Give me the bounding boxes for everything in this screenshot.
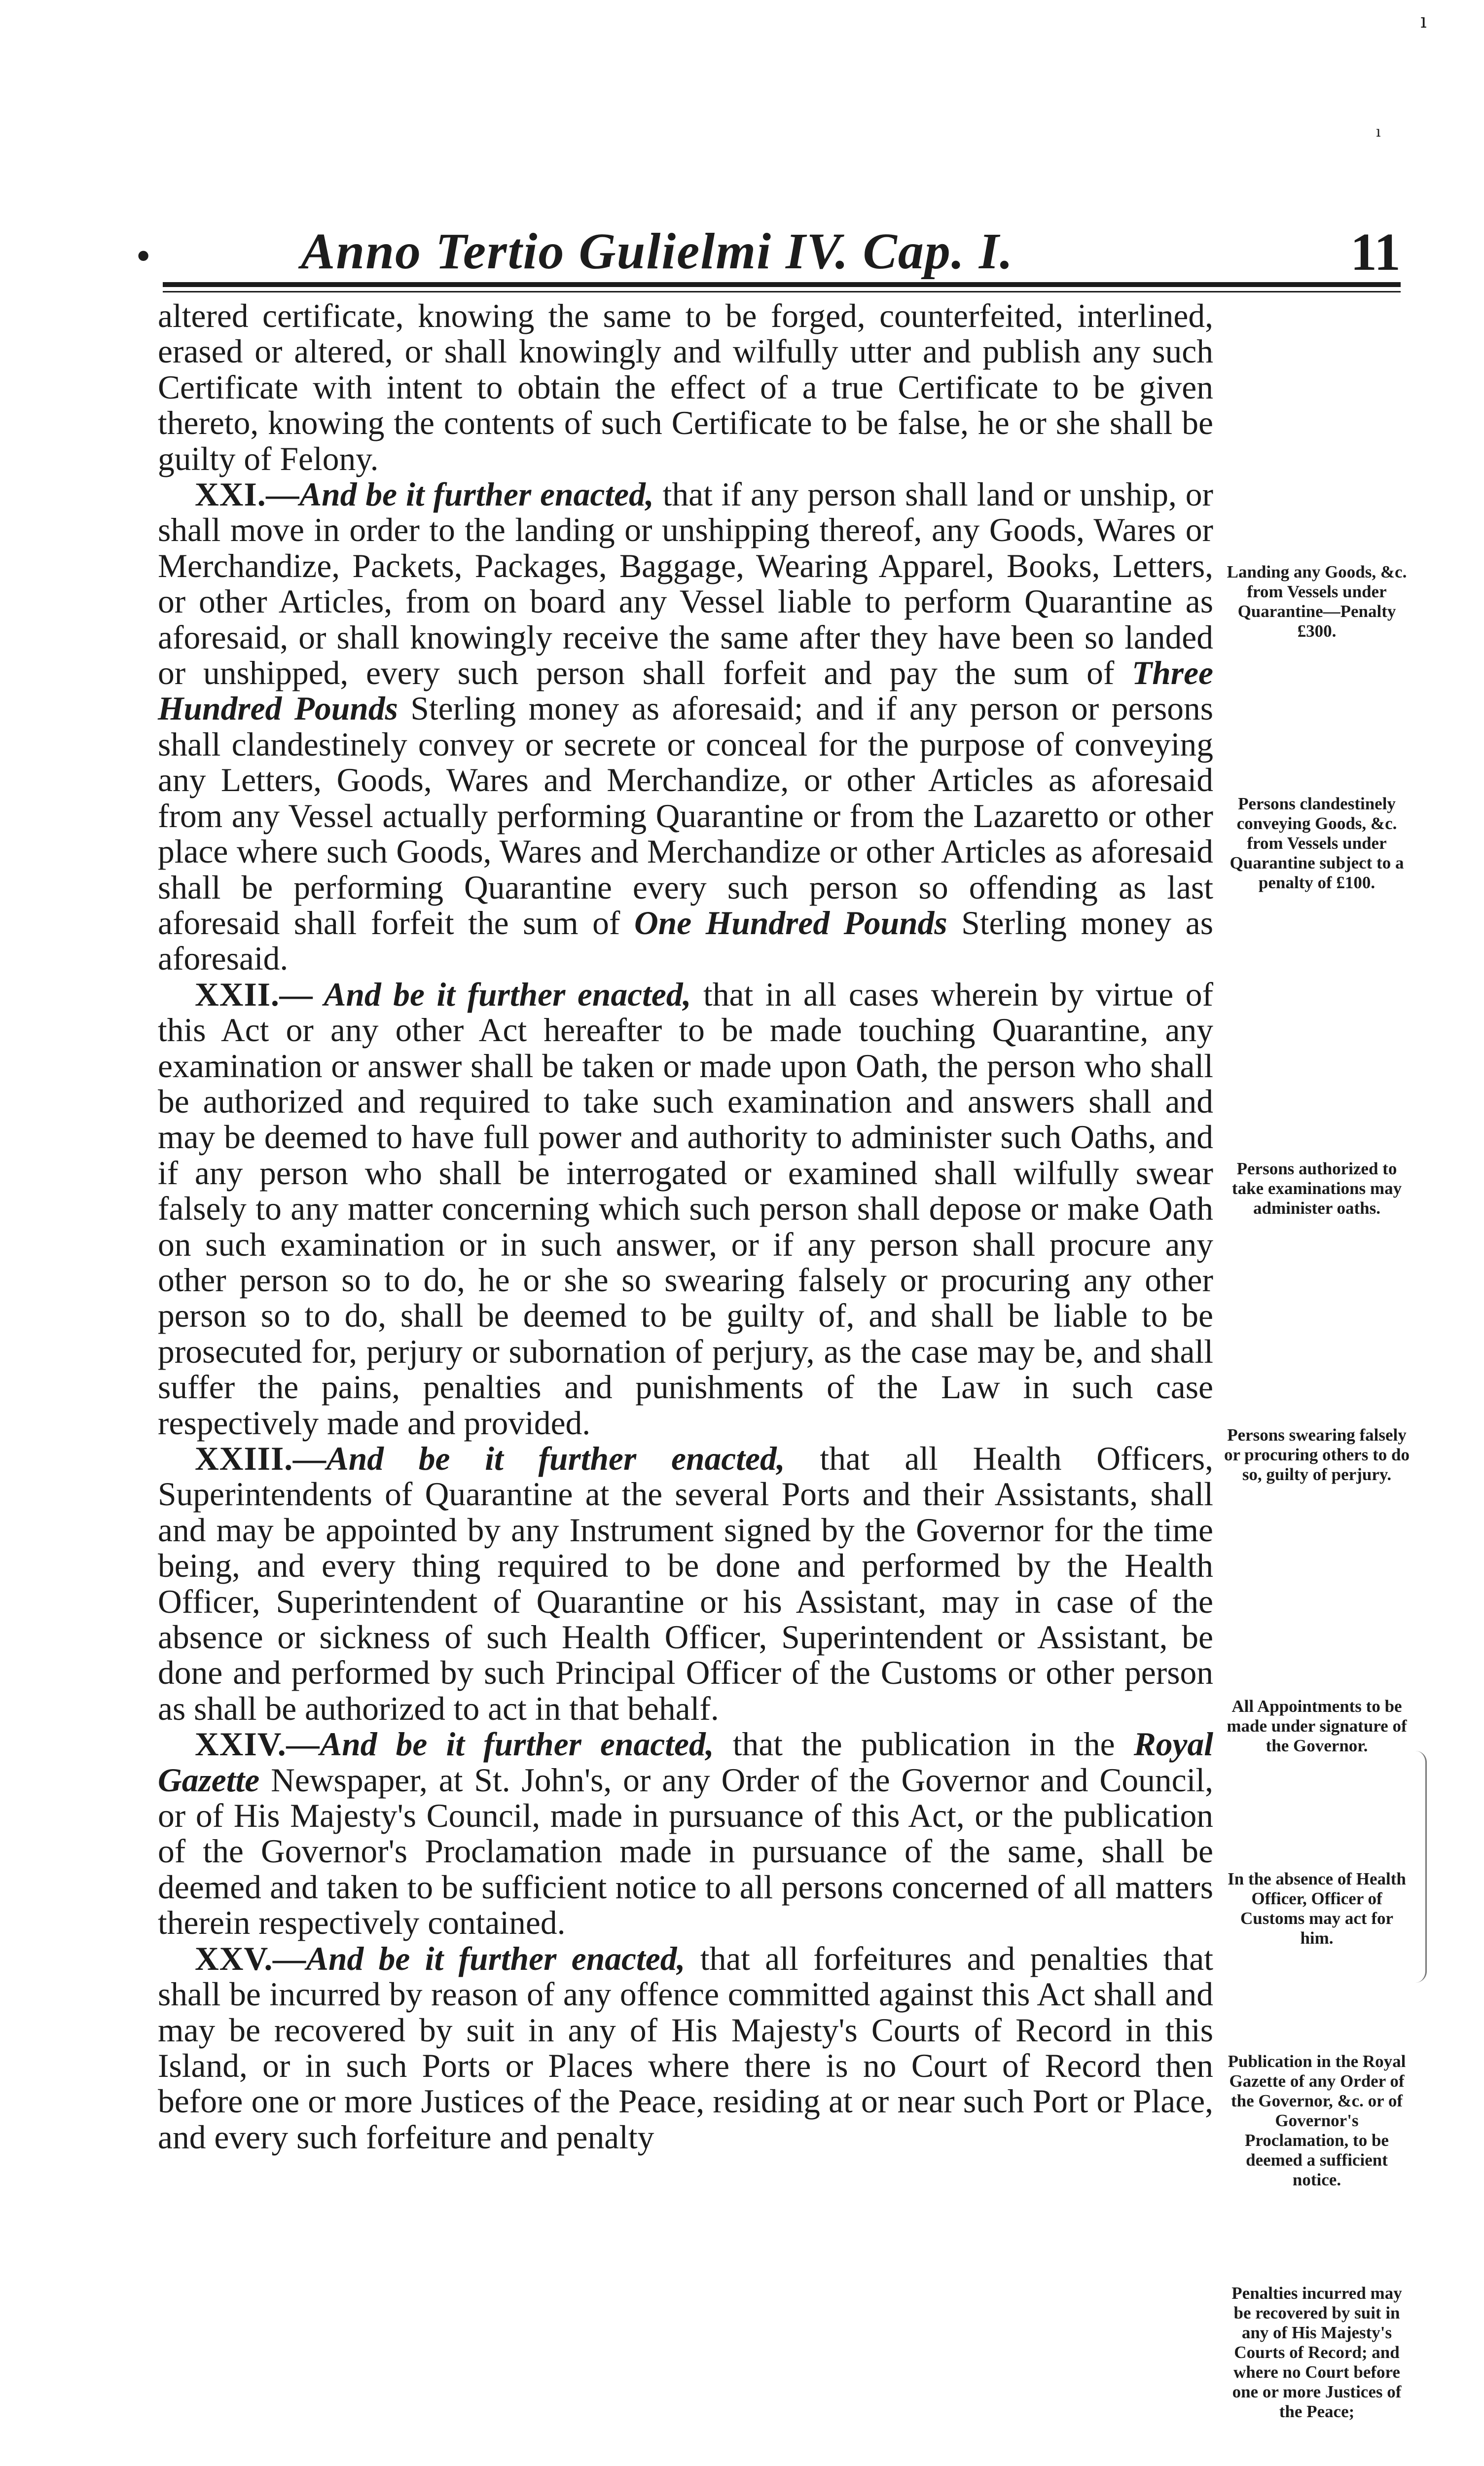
- section-number: XXII.: [195, 976, 280, 1013]
- page-header: [133, 217, 1401, 291]
- edge-mark: ı: [1376, 123, 1381, 141]
- section-xxiii: [158, 1441, 1213, 1727]
- section-text: that if any person shall land or unship, or shall move in order to the landing or unshipping thereof, any Goods, Wares or Merchandize, Packets, Packages, Baggage, Wearing Apparel, Books, Letters, or other Articles, from on board any Vessel liable to perform Quarantine as aforesaid, or shall knowingly receive the same after they have been so landed or unshipped, every such person shall forfeit and pay the sum of: [158, 476, 1213, 692]
- margin-bracket: [1415, 1751, 1427, 1983]
- edge-mark: ı: [1420, 10, 1427, 33]
- section-text: Sterling money as aforesaid; and if any person or persons shall clandestinely convey or secrete or conceal for the purpose of conveying any Letters, Goods, Wares and Merchandize, or other Articles as aforesaid from any Vessel actually performing Quarantine or from the Lazaretto or other place where such Goods, Wares and Merchandize or other Articles as aforesaid shall be performing Quarantine every such person so offending as last aforesaid shall forfeit the sum of: [158, 690, 1213, 942]
- opening-paragraph: altered certificate, knowing the same to be forged, counterfeited, interlined, erased or altered, or shall knowingly and wilfully utter and publish any such Certificate with intent to obtain the effect of a true Certificate to be given thereto, knowing the contents of such Certificate to be false, he or she shall be guilty of Felony.: [158, 297, 1213, 477]
- header-rule: [163, 282, 1401, 287]
- main-text: [158, 298, 1213, 2155]
- section-number: XXIII.: [195, 1440, 293, 1477]
- section-text: that the publication in the: [714, 1726, 1134, 1763]
- sum-text: One Hundred Pounds: [634, 904, 947, 942]
- enacting-clause: —And be it further enacted,: [273, 1940, 686, 1977]
- header-rule-thin: [163, 291, 1401, 292]
- section-text: Newspaper, at St. John's, or any Order of the Governor and Council, or of His Majesty's Council, made in pursuance of this Act, or the publication of the Governor's Proclamation made in pursuance of the same, shall be deemed and taken to be sufficient notice to all persons concerned of all matters therein respectively contained.: [158, 1761, 1213, 1942]
- section-text: Sterling money as aforesaid.: [158, 904, 1214, 978]
- section-text: that all Health Officers, Superintendents of Quarantine at the several Ports and their Assistants, shall and may be appointed by any Instrument signed by the Governor for the time being, and every thing required to be done and performed by the Health Officer, Superintendent of Quarantine or his Assistant, may in case of the absence or sickness of such Health Officer, Superintendent or Assistant, be done and performed by such Principal Officer of the Customs or other person as shall be authorized to act in that behalf.: [158, 1440, 1213, 1727]
- margin-note-appointments: All Appointments to be made under signature of the Governor.: [1227, 1697, 1407, 1755]
- margin-note-clandestine-conveying: Persons clandestinely conveying Goods, &c. from Vessels under Quarantine subject to a penalty of £100.: [1230, 794, 1404, 892]
- enacting-clause: —And be it further enacted,: [293, 1440, 785, 1477]
- section-number: XXIV.: [195, 1726, 287, 1763]
- enacting-clause: —And be it further enacted,: [286, 1726, 714, 1763]
- header-bullet: •: [133, 237, 154, 277]
- section-xxii: [158, 977, 1213, 1441]
- margin-note-examinations: Persons authorized to take examinations may administer oaths.: [1231, 1159, 1402, 1218]
- newspaper-name: Royal Gazette: [158, 1726, 1213, 1799]
- page-number: 11: [1350, 223, 1401, 282]
- margin-note-landing-goods: Landing any Goods, &c. from Vessels under Quarantine—Penalty £300.: [1227, 562, 1407, 641]
- section-xxiv: [158, 1727, 1213, 1941]
- section-text: that all forfeitures and penalties that shall be incurred by reason of any offence committed against this Act shall and may be recovered by suit in any of His Majesty's Courts of Record in this Island, or in such Ports or Places where there is no Court of Record then before one or more Justices of the Peace, residing at or near such Port or Place, and every such forfeiture and penalty: [158, 1940, 1213, 2156]
- enacting-clause: — And be it further enacted,: [279, 976, 691, 1013]
- section-xxi: [158, 477, 1213, 977]
- sum-text: Three Hundred Pounds: [158, 654, 1213, 727]
- margin-note-penalties: Penalties incurred may be recovered by suit in any of His Majesty's Courts of Record; and where no Court before one or more Justices of the Peace;: [1231, 2284, 1402, 2421]
- section-number: XXI.: [195, 476, 266, 513]
- margin-note-publication: Publication in the Royal Gazette of any Order of the Governor, &c. or of Governor's Proclamation, to be deemed a sufficient notice.: [1228, 2052, 1406, 2189]
- enacting-clause: —And be it further enacted,: [266, 476, 654, 513]
- running-title: Anno Tertio Gulielmi IV. Cap. I.: [301, 223, 1014, 280]
- section-xxv: [158, 1941, 1213, 2155]
- section-number: XXV.: [195, 1940, 273, 1977]
- margin-note-perjury: Persons swearing falsely or procuring others to do so, guilty of perjury.: [1224, 1425, 1410, 1484]
- margin-note-absence: In the absence of Health Officer, Officer of Customs may act for him.: [1228, 1869, 1406, 1948]
- section-text: that in all cases wherein by virtue of this Act or any other Act hereafter to be made touching Quarantine, any examination or answer shall be taken or made upon Oath, the person who shall be authorized and required to take such examination and answers shall and may be deemed to have full power and authority to administer such Oaths, and if any person who shall be interrogated or examined shall wilfully swear falsely to any matter concerning which such person shall depose or make Oath on such examination or in such answer, or if any person shall procure any other person so to do, he or she so swearing falsely or procuring any other person so to do, shall be deemed to be guilty of, and shall be liable to be prosecuted for, perjury or subornation of perjury, as the case may be, and shall suffer the pains, penalties and punishments of the Law in such case respectively made and provided.: [158, 976, 1213, 1442]
